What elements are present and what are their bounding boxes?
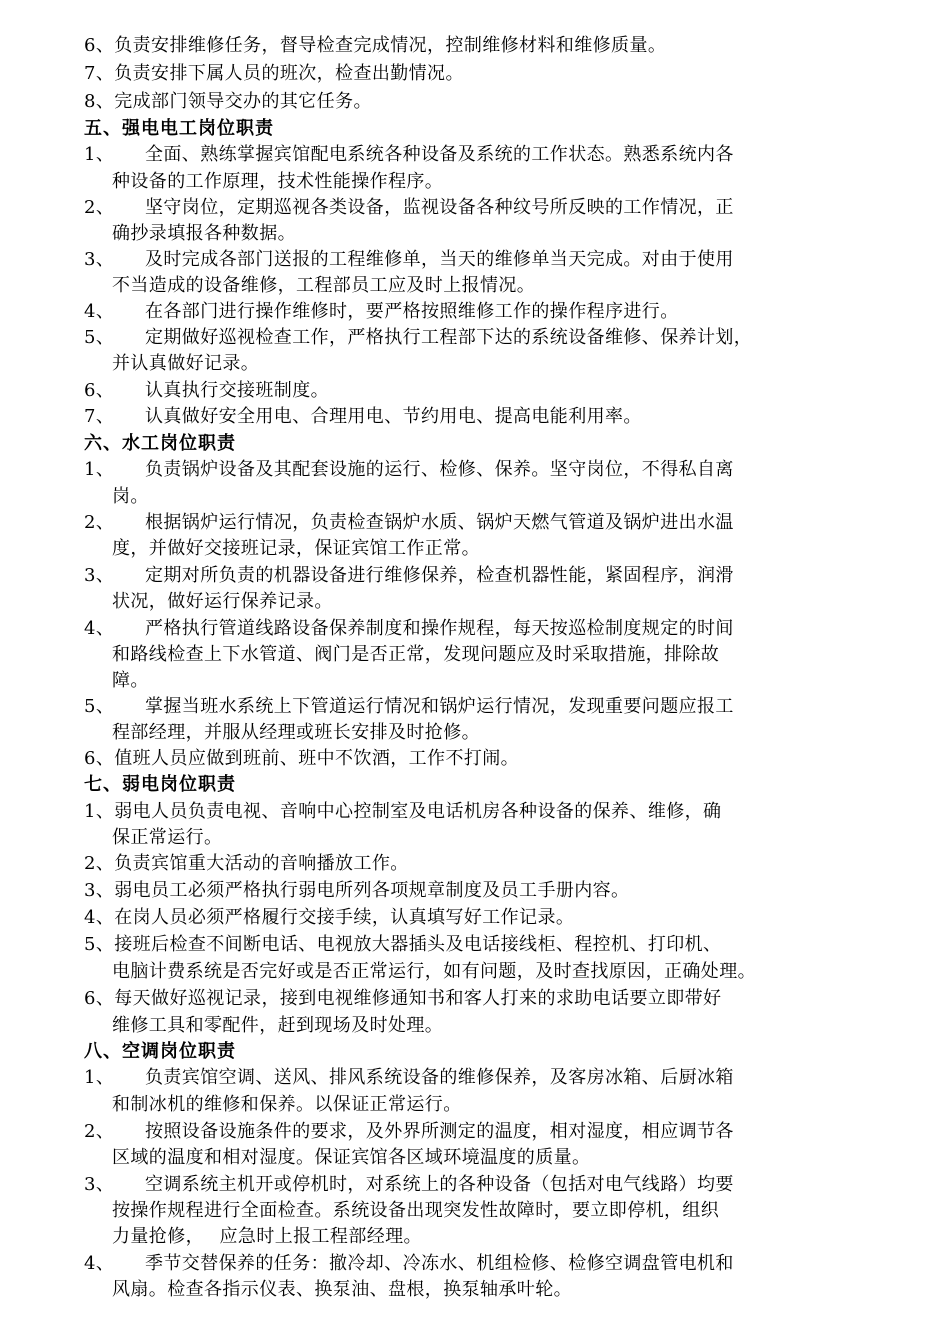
item-text-continued: 风扇。检查各指示仪表、换泵油、盘根，换泵轴承叶轮。 [112, 1279, 572, 1300]
item-text: 负责锅炉设备及其配套设施的运行、检修、保养。坚守岗位，不得私自离 [145, 459, 734, 480]
item-text-continued: 状况，做好运行保养记录。 [112, 591, 333, 612]
item-text: 认真做好安全用电、合理用电、节约用电、提高电能利用率。 [145, 406, 642, 427]
list-item: 7、负责安排下属人员的班次，检查出勤情况。 [84, 63, 464, 84]
item-number: 5、 [84, 327, 115, 348]
section-heading: 五、强电电工岗位职责 [84, 118, 274, 139]
item-number: 1、 [84, 144, 115, 165]
list-item: 4、在岗人员必须严格履行交接手续，认真填写好工作记录。 [84, 907, 575, 928]
item-number: 1、 [84, 459, 115, 480]
item-text: 及时完成各部门送报的工程维修单，当天的维修单当天完成。对由于使用 [145, 249, 734, 270]
item-text-continued: 种设备的工作原理，技术性能操作程序。 [112, 171, 444, 192]
item-text: 在各部门进行操作维修时，要严格按照维修工作的操作程序进行。 [145, 301, 679, 322]
item-text: 季节交替保养的任务：撤冷却、冷冻水、机组检修、检修空调盘管电机和 [145, 1253, 734, 1274]
item-number: 3、 [84, 565, 115, 586]
item-text-continued: 电脑计费系统是否完好或是否正常运行，如有问题，及时查找原因，正确处理。 [112, 961, 756, 982]
item-text-continued: 确抄录填报各种数据。 [112, 223, 296, 244]
item-number: 2、 [84, 512, 115, 533]
item-text-continued: 保正常运行。 [112, 827, 223, 848]
item-number: 3、 [84, 249, 115, 270]
item-text-continued: 不当造成的设备维修，工程部员工应及时上报情况。 [112, 275, 536, 296]
list-item: 3、弱电员工必须严格执行弱电所列各项规章制度及员工手册内容。 [84, 880, 630, 901]
section-heading: 八、空调岗位职责 [84, 1041, 236, 1062]
item-text-continued: 区域的温度和相对湿度。保证宾馆各区域环境温度的质量。 [112, 1147, 591, 1168]
item-text: 定期对所负责的机器设备进行维修保养，检查机器性能，紧固程序，润滑 [145, 565, 734, 586]
list-item: 6、值班人员应做到班前、班中不饮酒，工作不打闹。 [84, 748, 520, 769]
list-item: 2、负责宾馆重大活动的音响播放工作。 [84, 853, 409, 874]
item-text: 根据锅炉运行情况，负责检查锅炉水质、锅炉天燃气管道及锅炉进出水温 [145, 512, 734, 533]
item-text-continued: 程部经理，并服从经理或班长安排及时抢修。 [112, 722, 480, 743]
list-item: 6、每天做好巡视记录，接到电视维修通知书和客人打来的求助电话要立即带好 [84, 988, 722, 1009]
item-text-continued: 障。 [112, 670, 149, 691]
list-item: 1、弱电人员负责电视、音响中心控制室及电话机房各种设备的保养、维修，确 [84, 801, 722, 822]
item-text: 严格执行管道线路设备保养制度和操作规程，每天按巡检制度规定的时间 [145, 618, 734, 639]
item-text: 认真执行交接班制度。 [145, 380, 329, 401]
item-text: 空调系统主机开或停机时，对系统上的各种设备（包括对电气线路）均要 [145, 1174, 734, 1195]
item-number: 7、 [84, 406, 115, 427]
item-number: 4、 [84, 301, 115, 322]
item-text-continued: 力量抢修， 应急时上报工程部经理。 [112, 1226, 422, 1247]
item-number: 1、 [84, 1067, 115, 1088]
item-text: 坚守岗位，定期巡视各类设备，监视设备各种纹号所反映的工作情况，正 [145, 197, 734, 218]
item-text: 定期做好巡视检查工作，严格执行工程部下达的系统设备维修、保养计划， [145, 327, 753, 348]
item-text-continued: 度，并做好交接班记录，保证宾馆工作正常。 [112, 538, 480, 559]
item-number: 2、 [84, 1121, 115, 1142]
list-item: 6、负责安排维修任务，督导检查完成情况，控制维修材料和维修质量。 [84, 35, 667, 56]
item-text-continued: 和路线检查上下水管道、阀门是否正常，发现问题应及时采取措施，排除故 [112, 644, 720, 665]
item-text-continued: 岗。 [112, 486, 149, 507]
item-text: 掌握当班水系统上下管道运行情况和锅炉运行情况，发现重要问题应报工 [145, 696, 734, 717]
item-text-continued: 并认真做好记录。 [112, 353, 260, 374]
item-number: 2、 [84, 197, 115, 218]
list-item: 8、完成部门领导交办的其它任务。 [84, 91, 372, 112]
item-text: 按照设备设施条件的要求，及外界所测定的温度，相对湿度，相应调节各 [145, 1121, 734, 1142]
section-heading: 六、水工岗位职责 [84, 433, 236, 454]
item-number: 4、 [84, 1253, 115, 1274]
item-text-continued: 按操作规程进行全面检查。系统设备出现突发性故障时，要立即停机，组织 [112, 1200, 720, 1221]
item-number: 6、 [84, 380, 115, 401]
item-number: 5、 [84, 696, 115, 717]
item-text: 全面、熟练掌握宾馆配电系统各种设备及系统的工作状态。熟悉系统内各 [145, 144, 734, 165]
item-text: 负责宾馆空调、送风、排风系统设备的维修保养，及客房冰箱、后厨冰箱 [145, 1067, 734, 1088]
item-text-continued: 维修工具和零配件，赶到现场及时处理。 [112, 1015, 444, 1036]
item-number: 3、 [84, 1174, 115, 1195]
list-item: 5、接班后检查不间断电话、电视放大器插头及电话接线柜、程控机、打印机、 [84, 934, 722, 955]
section-heading: 七、弱电岗位职责 [84, 774, 236, 795]
item-text-continued: 和制冰机的维修和保养。以保证正常运行。 [112, 1094, 462, 1115]
item-number: 4、 [84, 618, 115, 639]
